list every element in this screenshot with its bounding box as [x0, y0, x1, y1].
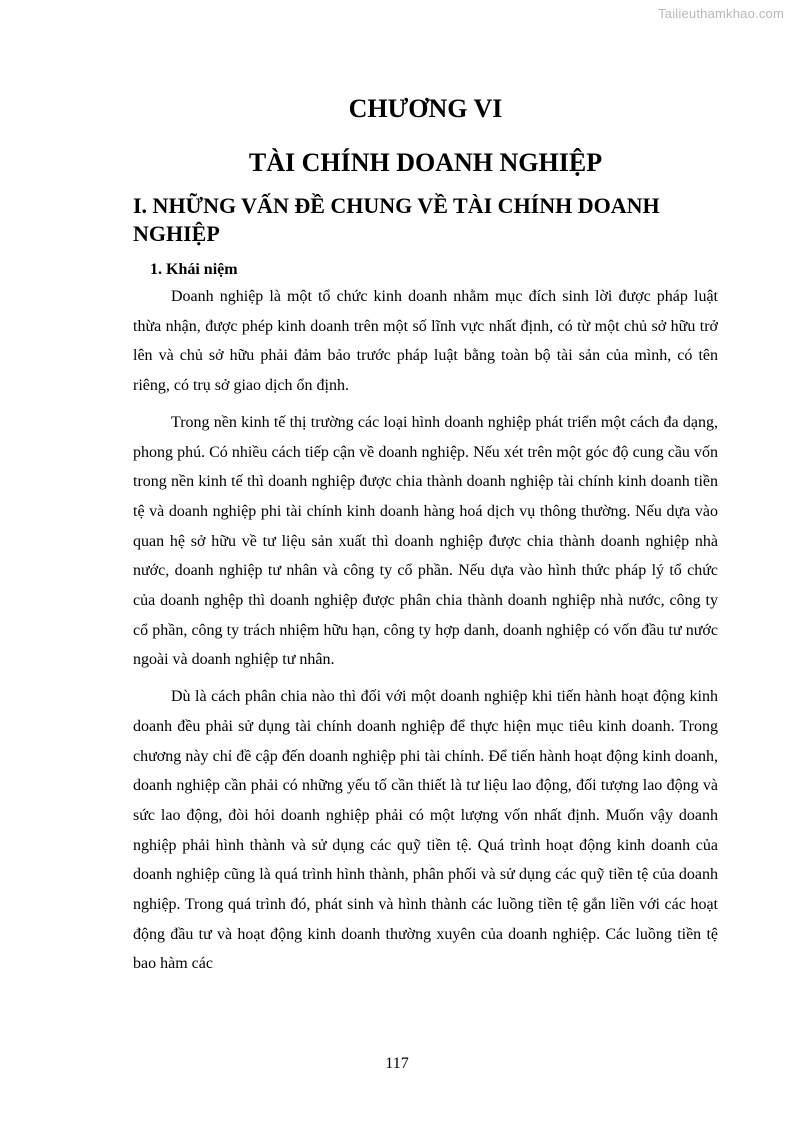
section-heading: I. NHỮNG VẤN ĐỀ CHUNG VỀ TÀI CHÍNH DOANH NGHIỆP — [133, 193, 660, 246]
page-number: 117 — [385, 1055, 409, 1072]
page-content — [133, 92, 718, 979]
subsection-heading: 1. Khái niệm — [150, 261, 238, 278]
paragraph: Trong nền kinh tế thị trường các loại hình doanh nghiệp phát triển một cách đa dạng, phong phú. Có nhiều cách tiếp cận về doanh nghiệp. Nếu xét trên một góc độ cung cầu vốn trong nền kinh tế thì doanh nghiệp được chia thành doanh nghiệp tài chính kinh doanh tiền tệ và doanh nghiệp phi tài chính kinh doanh hàng hoá dịch vụ thông thường. Nếu dựa vào quan hệ sở hữu về tư liệu sản xuất thì doanh nghiệp được chia thành doanh nghiệp nhà nước, doanh nghiệp tư nhân và công ty cổ phần. Nếu dựa vào hình thức pháp lý tổ chức của doanh nghệp thì doanh nghiệp được phân chia thành doanh nghiệp nhà nước, công ty cổ phần, công ty trách nhiệm hữu hạn, công ty hợp danh, doanh nghiệp có vốn đầu tư nước ngoài và doanh nghiệp tư nhân. — [133, 413, 718, 669]
watermark: Tailieuthamkhao.com — [658, 6, 784, 21]
paragraph: Dù là cách phân chia nào thì đối với một doanh nghiệp khi tiến hành hoạt động kinh doanh đều phải sử dụng tài chính doanh nghiệp để thực hiện mục tiêu kinh doanh. Trong chương này chỉ đề cập đến doanh nghiệp phi tài chính. Để tiến hành hoạt động kinh doanh, doanh nghiệp cần phải có những yếu tố cần thiết là tư liệu lao động, đối tượng lao động và sức lao động, đòi hỏi doanh nghiệp phải có một lượng vốn nhất định. Muốn vậy doanh nghiệp phải hình thành và sử dụng các quỹ tiền tệ. Quá trình hoạt động kinh doanh của doanh nghiệp cũng là quá trình hình thành, phân phối và sử dụng các quỹ tiền tệ của doanh nghiệp. Trong quá trình đó, phát sinh và hình thành các luồng tiền tệ gắn liền với các hoạt động đầu tư và hoạt động kinh doanh thường xuyên của doanh nghiệp. Các luồng tiền tệ bao hàm các — [133, 688, 718, 973]
chapter-number: CHƯƠNG VI — [348, 94, 503, 123]
chapter-title: TÀI CHÍNH DOANH NGHIỆP — [248, 148, 603, 177]
paragraph: Doanh nghiệp là một tổ chức kinh doanh nhằm mục đích sinh lời được pháp luật thừa nhận, được phép kinh doanh trên một số lĩnh vực nhất định, có từ một chủ sở hữu trở lên và chủ sở hữu phải đảm bảo trước pháp luật bằng toàn bộ tài sản của mình, có tên riêng, có trụ sở giao dịch ổn định. — [133, 288, 718, 395]
